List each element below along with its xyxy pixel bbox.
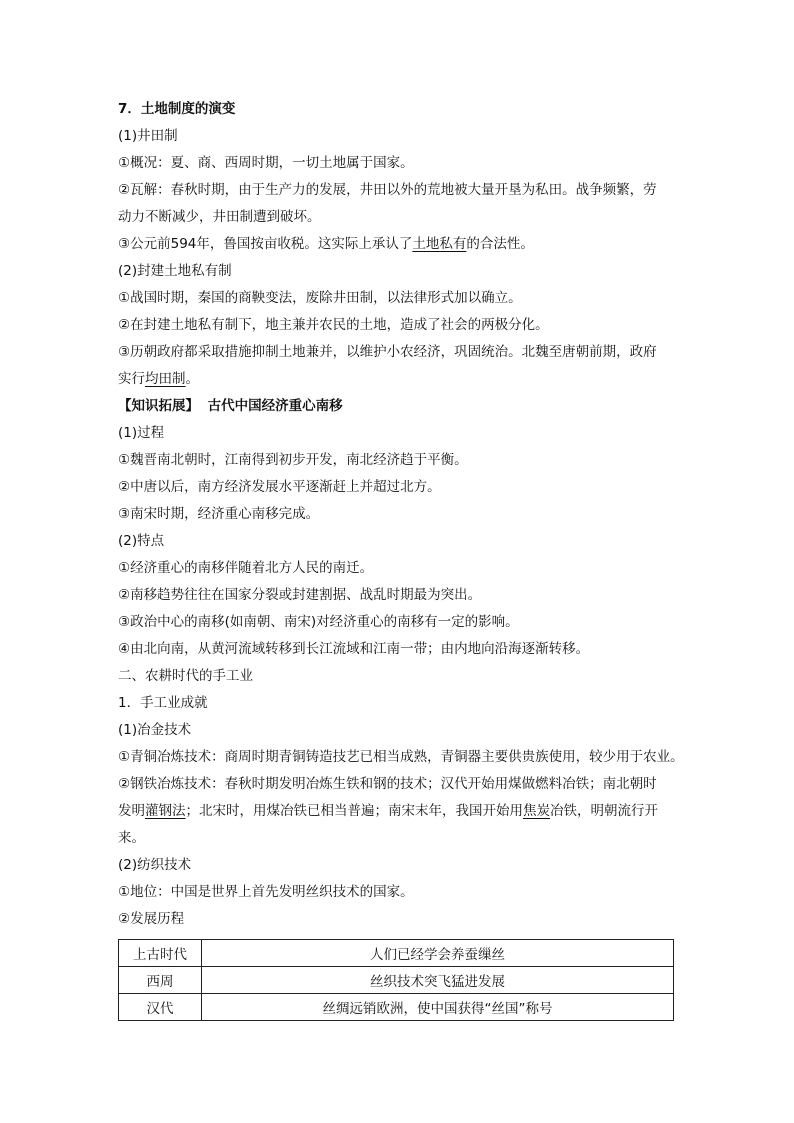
- paragraph: ③政治中心的南移(如南朝、南宋)对经济重心的南移有一定的影响。: [118, 614, 519, 630]
- paragraph: ②在封建土地私有制下，地主兼并农民的土地，造成了社会的两极分化。: [118, 317, 549, 333]
- paragraph: 发明灌钢法；北宋时，用煤冶铁已相当普遍；南宋末年，我国开始用焦炭冶铁，明朝流行开: [118, 803, 658, 819]
- knowledge-extension-heading: [118, 393, 678, 420]
- paragraph: ②南移趋势往往在国家分裂或封建割据、战乱时期最为突出。: [118, 587, 482, 603]
- paragraph: ④由北向南，从黄河流域转移到长江流域和江南一带；由内地向沿海逐渐转移。: [118, 641, 590, 657]
- table-cell-period: 汉代: [119, 994, 202, 1021]
- paragraph: ①青铜冶炼技术：商周时期青铜铸造技艺已相当成熟，青铜器主要供贵族使用，较少用于农业。: [118, 749, 684, 765]
- paragraph: ②瓦解：春秋时期，由于生产力的发展，井田以外的荒地被大量开垦为私田。战争频繁，劳: [118, 182, 657, 198]
- underlined-term: 灌钢法: [145, 803, 186, 819]
- document-body: [118, 96, 684, 933]
- paragraph: ①概况：夏、商、西周时期，一切土地属于国家。: [118, 155, 414, 171]
- heading-features: (2)特点: [118, 533, 165, 549]
- heading-textile: (2)纺织技术: [118, 857, 192, 873]
- paragraph: ②发展历程: [118, 911, 185, 927]
- development-table: [118, 939, 674, 1021]
- heading-process: (1)过程: [118, 425, 165, 441]
- table-row: [119, 967, 674, 994]
- table-cell-description: 丝织技术突飞猛进发展: [202, 967, 674, 994]
- paragraph: ③公元前594年，鲁国按亩收税。这实际上承认了土地私有的合法性。: [118, 236, 534, 252]
- underlined-term: 土地私有: [412, 236, 467, 252]
- paragraph: ①战国时期，秦国的商鞅变法，废除井田制，以法律形式加以确立。: [118, 290, 522, 306]
- paragraph: ②钢铁冶炼技术：春秋时期发明冶炼生铁和钢的技术；汉代开始用煤做燃料冶铁；南北朝时: [118, 776, 657, 792]
- extension-tag: 【知识拓展】: [118, 398, 199, 414]
- section-title-land-system: 7．土地制度的演变: [118, 101, 236, 117]
- paragraph: ③南宋时期，经济重心南移完成。: [118, 506, 320, 522]
- heading-private-land: (2)封建土地私有制: [118, 263, 232, 279]
- paragraph: 来。: [118, 830, 145, 846]
- table-cell-description: 丝绸远销欧洲，使中国获得“丝国”称号: [202, 994, 674, 1021]
- table-cell-description: 人们已经学会养蚕缫丝: [202, 940, 674, 967]
- table-cell-period: 西周: [119, 967, 202, 994]
- table-row: [119, 940, 674, 967]
- subsection-title: 1．手工业成就: [118, 695, 208, 711]
- table-row: [119, 994, 674, 1021]
- section-title-handicraft: 二、农耕时代的手工业: [118, 668, 253, 684]
- paragraph: ①地位：中国是世界上首先发明丝织技术的国家。: [118, 884, 414, 900]
- paragraph: 实行均田制。: [118, 371, 199, 387]
- heading-well-field: (1)井田制: [118, 128, 178, 144]
- paragraph: ①经济重心的南移伴随着北方人民的南迁。: [118, 560, 374, 576]
- table-cell-period: 上古时代: [119, 940, 202, 967]
- extension-title: 古代中国经济重心南移: [207, 398, 343, 414]
- paragraph: ②中唐以后，南方经济发展水平逐渐赶上并超过北方。: [118, 479, 441, 495]
- paragraph: 动力不断减少，井田制遭到破坏。: [118, 209, 321, 225]
- underlined-term: 焦炭: [523, 803, 550, 819]
- paragraph: ③历朝政府都采取措施抑制土地兼并，以维护小农经济，巩固统治。北魏至唐朝前期，政府: [118, 344, 657, 360]
- heading-metallurgy: (1)冶金技术: [118, 722, 192, 738]
- paragraph: ①魏晋南北朝时，江南得到初步开发，南北经济趋于平衡。: [118, 452, 468, 468]
- underlined-term: 均田制: [145, 371, 186, 387]
